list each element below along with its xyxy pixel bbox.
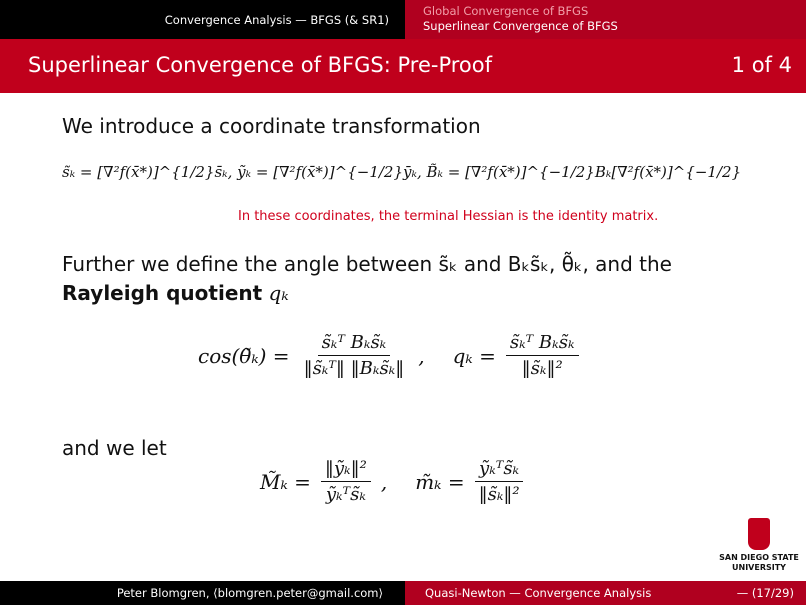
cos-lhs: cos(θ̃ₖ) = — [198, 343, 290, 368]
m-numerator: ỹₖᵀs̃ₖ — [475, 458, 523, 482]
define-line: Further we define the angle between s̃ₖ and Bₖs̃ₖ, θ̃ₖ, and the — [62, 252, 672, 276]
cos-equation — [198, 332, 579, 379]
cos-numerator: s̃ₖᵀ Bₖs̃ₖ — [318, 332, 391, 356]
section-title[interactable]: Convergence Analysis — BFGS (& SR1) — [164, 12, 389, 27]
footer-title: Quasi-Newton — Convergence Analysis — [425, 586, 652, 600]
rayleigh-label: Rayleigh quotient — [62, 281, 263, 305]
note-text: In these coordinates, the terminal Hessian is the identity matrix. — [238, 209, 659, 224]
seal-icon — [748, 518, 770, 550]
logo-line2: UNIVERSITY — [732, 563, 786, 572]
comma-2: , — [380, 469, 388, 494]
m-denominator: ‖s̃ₖ‖² — [478, 484, 520, 505]
q-lhs: qₖ = — [452, 343, 496, 368]
cos-denominator: ‖s̃ₖᵀ‖ ‖Bₖs̃ₖ‖ — [303, 358, 405, 379]
q-denominator: ‖s̃ₖ‖² — [521, 358, 563, 379]
m-equations — [260, 458, 524, 505]
footer-author-box — [0, 581, 405, 605]
header-section[interactable] — [0, 0, 405, 39]
transform-equation: s̃ₖ = [∇²f(x̄*)]^{1/2}s̄ₖ, ỹₖ = [∇²f(x̄*)]^{−1/2}ȳₖ, B̃ₖ = [∇²f(x̄*)]^{−1/2}Bₖ[∇²f(x̄*)]^{−1/2} — [62, 163, 742, 181]
M-lhs: M̃ₖ = — [260, 469, 311, 494]
q-fraction — [506, 332, 579, 379]
q-numerator: s̃ₖᵀ Bₖs̃ₖ — [506, 332, 579, 356]
frame-title-bar — [0, 39, 806, 93]
M-denominator: ỹₖᵀs̃ₖ — [325, 484, 366, 505]
university-logo — [718, 518, 800, 578]
M-numerator: ‖ỹₖ‖² — [321, 458, 371, 482]
subsection-current[interactable]: Superlinear Convergence of BFGS — [423, 19, 618, 33]
cos-fraction — [300, 332, 409, 379]
footer-author: Peter Blomgren, ⟨blomgren.peter@gmail.com⟩ — [116, 586, 383, 600]
logo-line1: SAN DIEGO STATE — [719, 553, 799, 562]
slide-counter: 1 of 4 — [731, 53, 792, 77]
footer-page: — (17/29) — [736, 586, 794, 600]
M-fraction — [321, 458, 371, 505]
subsection-prev[interactable]: Global Convergence of BFGS — [423, 4, 589, 18]
m-fraction — [475, 458, 524, 505]
let-text: and we let — [62, 436, 167, 460]
footer-title-box — [405, 581, 806, 605]
define-line-2 — [62, 281, 289, 305]
slide-title: Superlinear Convergence of BFGS: Pre-Proof — [28, 53, 493, 77]
header-subsections — [405, 0, 806, 39]
comma: , — [418, 343, 425, 368]
q-symbol: qₖ — [268, 281, 289, 305]
intro-text: We introduce a coordinate transformation — [62, 114, 481, 138]
m-lhs: m̃ₖ = — [415, 469, 465, 494]
